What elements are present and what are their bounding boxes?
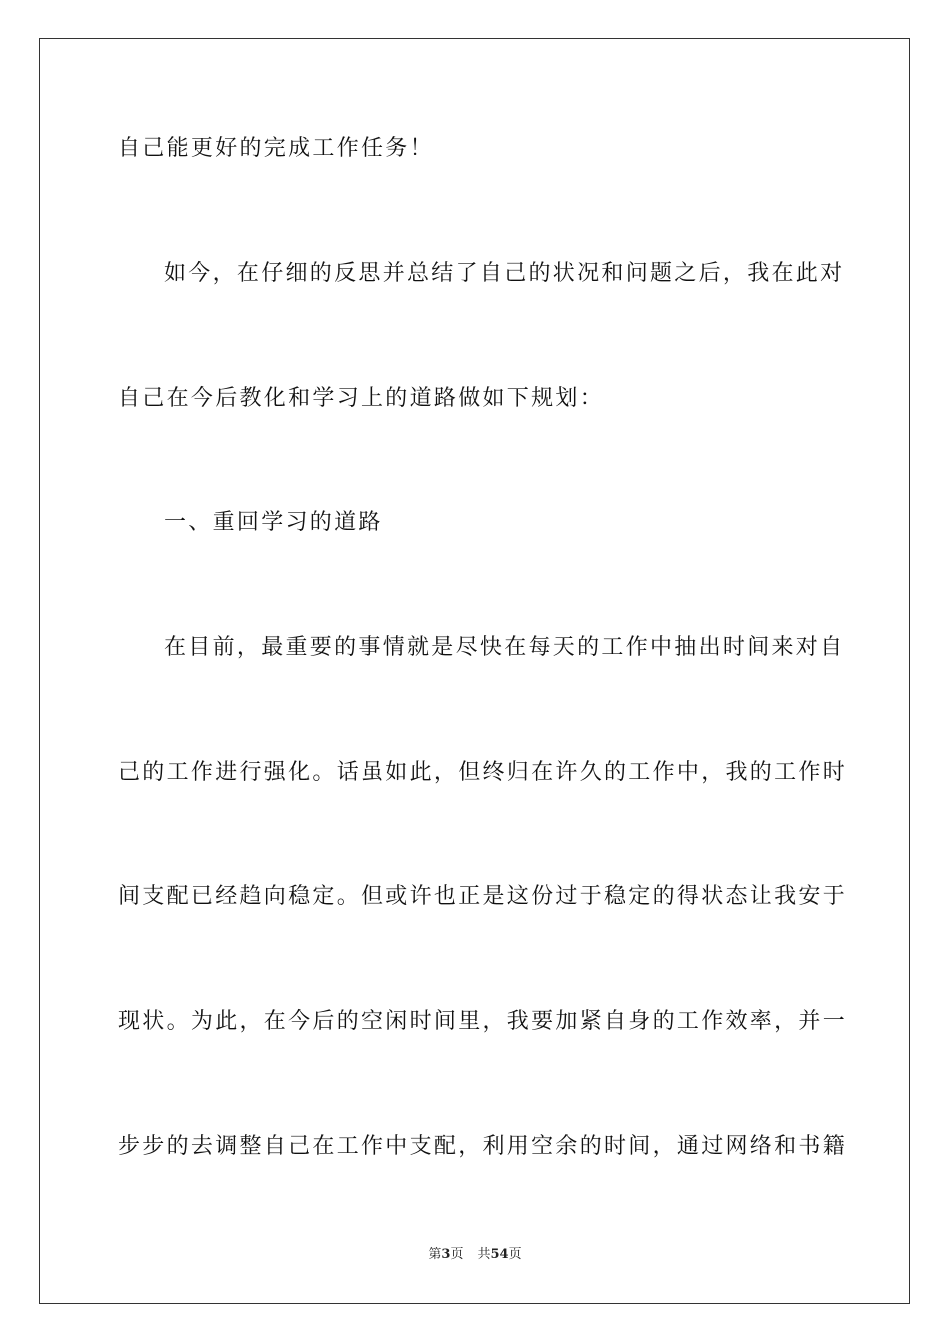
total-suffix: 页 [508, 1247, 522, 1262]
current-page-number: 3 [441, 1247, 451, 1262]
body-text-line: 间支配已经趋向稳定。但或许也正是这份过于稳定的得状态让我安于 [118, 884, 848, 909]
page-border [39, 38, 910, 1304]
section-heading: 一、重回学习的道路 [164, 510, 383, 535]
page-suffix: 页 [450, 1247, 464, 1262]
body-text-line: 如今，在仔细的反思并总结了自己的状况和问题之后，我在此对 [164, 261, 845, 286]
total-prefix: 共 [477, 1247, 491, 1262]
page-prefix: 第 [428, 1247, 442, 1262]
body-text-line: 自己能更好的完成工作任务！ [118, 136, 434, 161]
total-page-count: 54 [490, 1247, 509, 1262]
body-text-line: 己的工作进行强化。话虽如此，但终归在许久的工作中，我的工作时 [118, 760, 848, 785]
body-text-line: 在目前，最重要的事情就是尽快在每天的工作中抽出时间来对自 [164, 635, 845, 660]
page-footer [0, 1246, 950, 1264]
body-text-line: 现状。为此，在今后的空闲时间里，我要加紧自身的工作效率，并一 [118, 1009, 848, 1034]
body-text-line: 自己在今后教化和学习上的道路做如下规划： [118, 386, 605, 411]
body-text-line: 步步的去调整自己在工作中支配，利用空余的时间，通过网络和书籍 [118, 1134, 848, 1159]
